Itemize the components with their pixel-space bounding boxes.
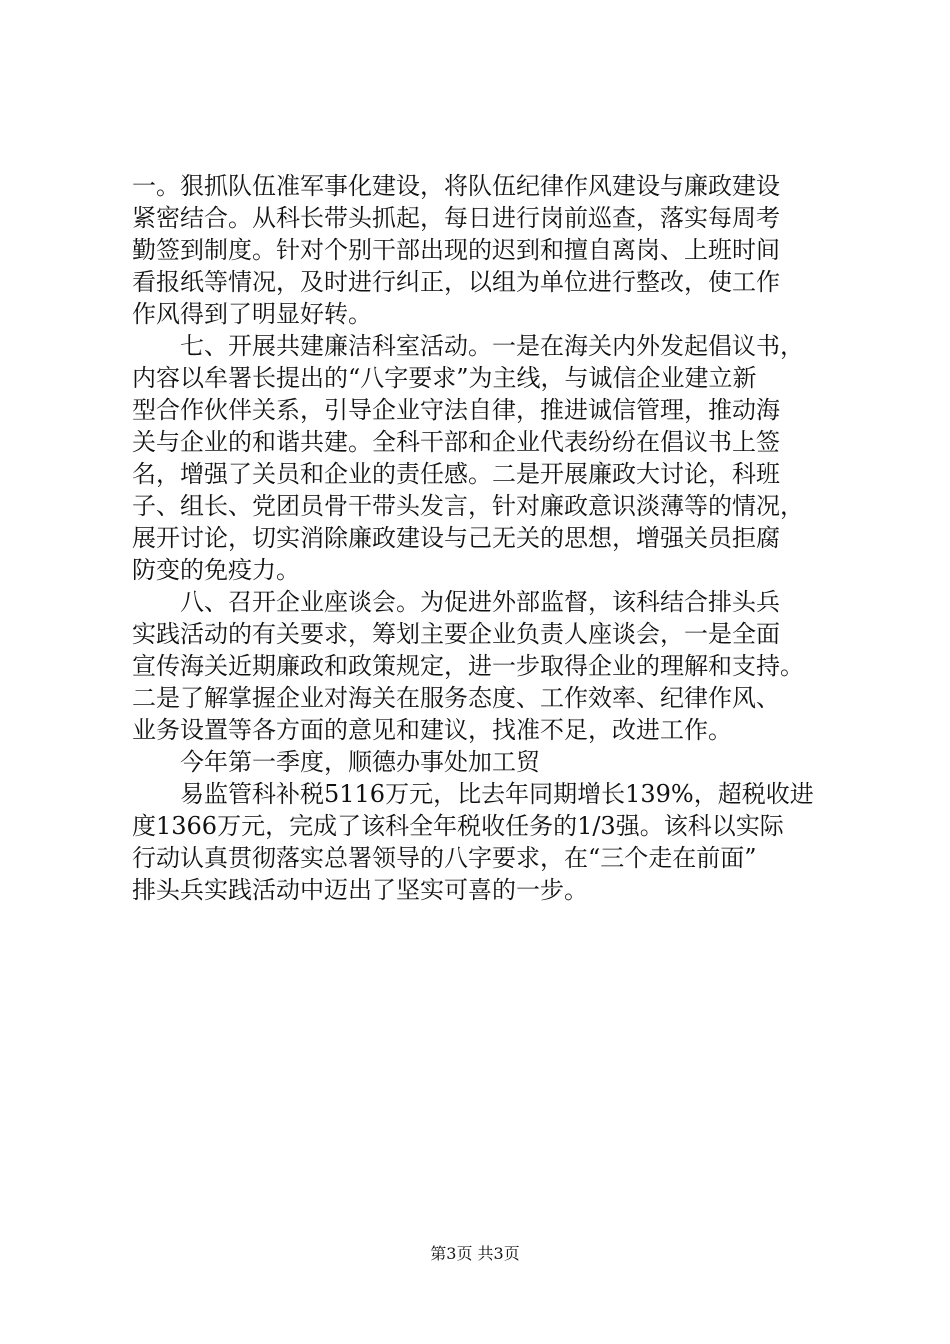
text-line: 作风得到了明显好转。: [132, 300, 372, 328]
text-line: 宣传海关近期廉政和政策规定，进一步取得企业的理解和支持。: [132, 652, 804, 680]
paragraph-start: 七、开展共建廉洁科室活动。一是在海关内外发起倡议书，: [180, 332, 804, 360]
text-line: 业务设置等各方面的意见和建议，找准不足，改进工作。: [132, 716, 732, 744]
paragraph-start: 今年第一季度，顺德办事处加工贸: [180, 748, 540, 776]
text-line: 紧密结合。从科长带头抓起，每日进行岗前巡查，落实每周考: [132, 204, 780, 232]
text-line: 一。狠抓队伍准军事化建设，将队伍纪律作风建设与廉政建设: [132, 172, 780, 200]
text-line: 型合作伙伴关系，引导企业守法自律，推进诚信管理，推动海: [132, 396, 780, 424]
text-line: 度1366万元，完成了该科全年税收任务的1/3强。该科以实际: [132, 812, 784, 840]
text-line: 行动认真贯彻落实总署领导的八字要求，在“三个走在前面”: [132, 844, 757, 872]
paragraph-start: 易监管科补税5116万元，比去年同期增长139%，超税收进: [180, 780, 814, 808]
paragraph-start: 八、召开企业座谈会。为促进外部监督，该科结合排头兵: [180, 588, 780, 616]
text-line: 勤签到制度。针对个别干部出现的迟到和擅自离岗、上班时间: [132, 236, 780, 264]
text-line: 实践活动的有关要求，筹划主要企业负责人座谈会，一是全面: [132, 620, 780, 648]
text-line: 名，增强了关员和企业的责任感。二是开展廉政大讨论，科班: [132, 460, 780, 488]
text-line: 二是了解掌握企业对海关在服务态度、工作效率、纪律作风、: [132, 684, 780, 712]
text-line: 展开讨论，切实消除廉政建设与己无关的思想，增强关员拒腐: [132, 524, 780, 552]
page-number-footer: 第3页 共3页: [430, 1244, 520, 1263]
text-line: 排头兵实践活动中迈出了坚实可喜的一步。: [132, 876, 588, 904]
text-line: 看报纸等情况，及时进行纠正，以组为单位进行整改，使工作: [132, 268, 780, 296]
text-line: 防变的免疫力。: [132, 556, 300, 584]
text-line: 内容以牟署长提出的“八字要求”为主线，与诚信企业建立新: [132, 364, 757, 392]
text-line: 子、组长、党团员骨干带头发言，针对廉政意识淡薄等的情况，: [132, 492, 804, 520]
text-line: 关与企业的和谐共建。全科干部和企业代表纷纷在倡议书上签: [132, 428, 780, 456]
